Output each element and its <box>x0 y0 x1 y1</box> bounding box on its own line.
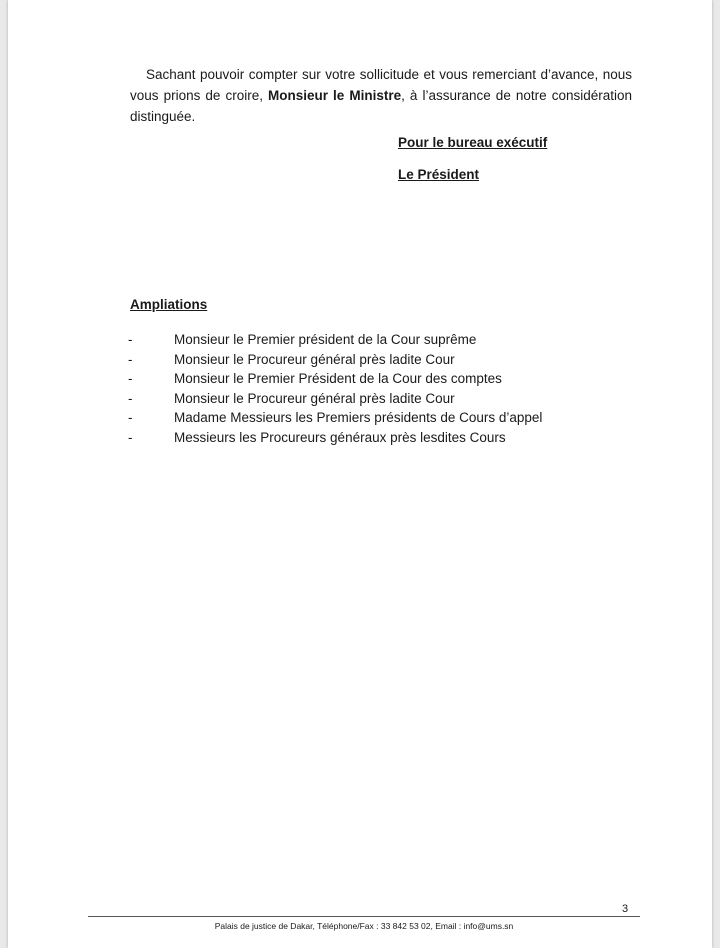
signature-bureau: Pour le bureau exécutif <box>398 135 548 150</box>
list-item <box>128 350 648 370</box>
list-dash: - <box>128 371 133 386</box>
ampliations-title: Ampliations <box>130 297 208 312</box>
footer-divider <box>88 916 640 917</box>
list-item <box>128 428 648 448</box>
list-dash: - <box>128 390 133 406</box>
list-item-text: Monsieur le Procureur général près ladite Cour <box>174 390 455 406</box>
list-item <box>128 408 648 428</box>
closing-paragraph <box>130 64 632 127</box>
closing-addressee: Monsieur le Ministre <box>268 88 402 103</box>
signature-president: Le Président <box>398 167 480 182</box>
ampliations-list <box>128 330 648 447</box>
list-item-text: Madame Messieurs les Premiers présidents de Cours d’appel <box>174 410 543 425</box>
list-item <box>128 330 648 350</box>
list-dash: - <box>128 410 133 425</box>
list-item-text: Monsieur le Procureur général près ladite Cour <box>174 351 455 367</box>
list-dash: - <box>128 429 133 445</box>
list-dash: - <box>128 351 133 367</box>
list-item-text: Monsieur le Premier président de la Cour suprême <box>174 332 477 347</box>
document-page <box>8 0 712 948</box>
list-item-text: Monsieur le Premier Président de la Cour des comptes <box>174 371 502 386</box>
list-item <box>128 389 648 409</box>
closing-text-end: , à l’assurance de notre considération distinguée. <box>130 88 632 124</box>
footer-contact: Palais de justice de Dakar, Téléphone/Fax : 33 842 53 02, Email : info@ums.sn <box>214 921 514 931</box>
page-number: 3 <box>622 903 629 915</box>
list-item-text: Messieurs les Procureurs généraux près lesdites Cours <box>174 429 506 445</box>
closing-text-start: Sachant pouvoir compter sur votre sollicitude et vous remerciant d’avance, nous vous prions de croire, <box>130 67 632 103</box>
list-dash: - <box>128 332 133 347</box>
list-item <box>128 369 648 389</box>
